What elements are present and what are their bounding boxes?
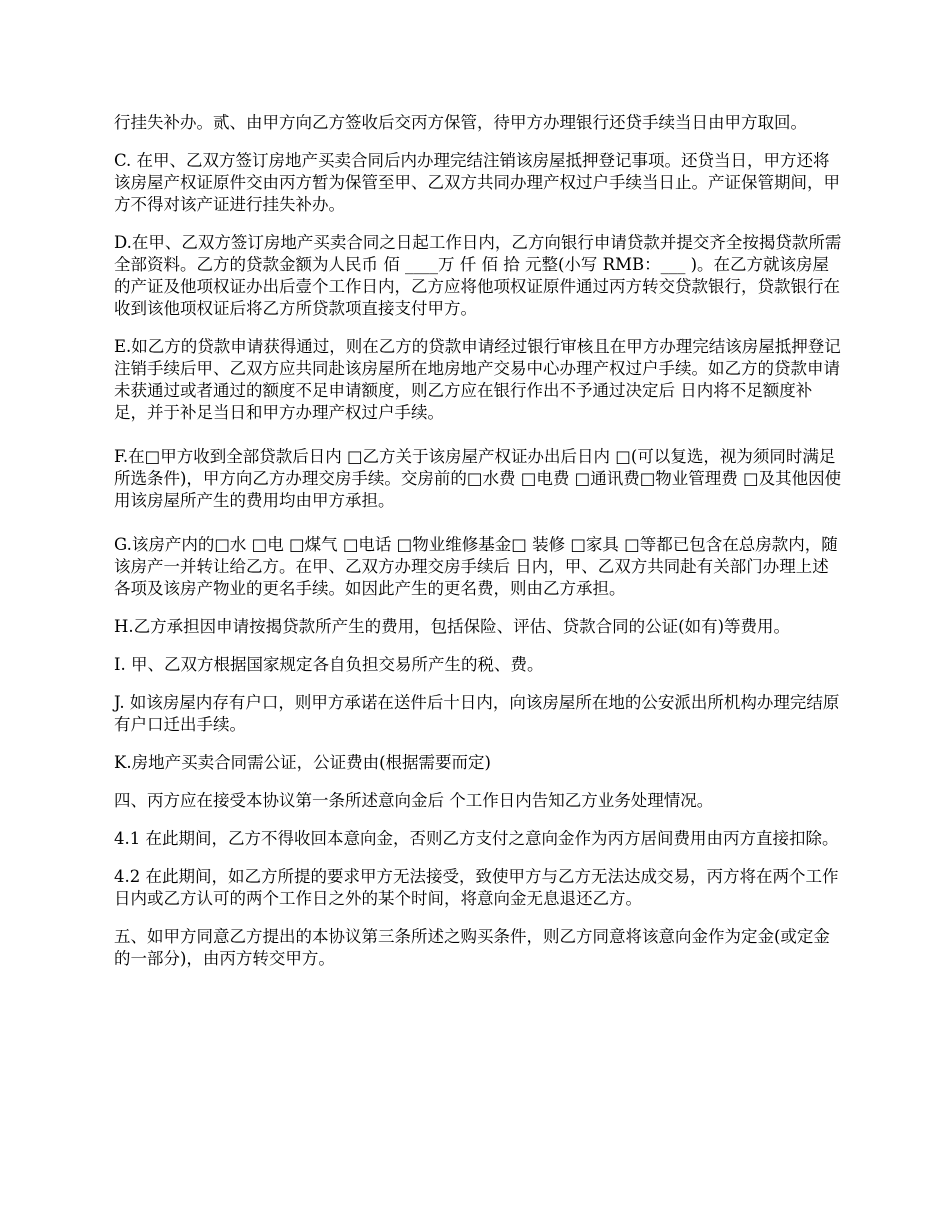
clause-h: H.乙方承担因申请按揭贷款所产生的费用，包括保险、评估、贷款合同的公证(如有)等费用。 [114, 617, 791, 636]
clause-e: E.如乙方的贷款申请获得通过，则在乙方的贷款申请经过银行审核且在甲方办理完结该房屋抵押登记注销手续后甲、乙双方应共同赴该房屋所在地房地产交易中心办理产权过户手续。如乙方的贷款申请未获通过或者通过的额度不足申请额度，则乙方应在银行作出不予通过决定后 日内将不足额度补足，并于补足当日和甲方办理产权过户手续。 [114, 337, 841, 422]
clause-i: I. 甲、乙双方根据国家规定各自负担交易所产生的税、费。 [114, 655, 544, 674]
clause-k: K.房地产买卖合同需公证，公证费由(根据需要而定) [114, 753, 491, 772]
paragraph-continuation: 行挂失补办。贰、由甲方向乙方签收后交丙方保管，待甲方办理银行还贷手续当日由甲方取回。 [114, 113, 807, 132]
clause-4-2: 4.2 在此期间，如乙方所提的要求甲方无法接受，致使甲方与乙方无法达成交易，丙方将在两个工作日内或乙方认可的两个工作日之外的某个时间，将意向金无息退还乙方。 [114, 867, 839, 908]
clause-g: G.该房产内的□水 □电 □煤气 □电话 □物业维修基金□ 装修 □家具 □等都已包含在总房款内，随该房产一并转让给乙方。在甲、乙双方办理交房手续后 日内，甲、乙双方共同赴有关部门办理上述各项及该房产物业的更名手续。如因此产生的更名费，则由乙方承担。 [114, 535, 838, 598]
clause-4-1: 4.1 在此期间，乙方不得收回本意向金，否则乙方支付之意向金作为丙方居间费用由丙方直接扣除。 [114, 829, 839, 848]
clause-f: F.在□甲方收到全部贷款后日内 □乙方关于该房屋产权证办出后日内 □(可以复选，视为须同时满足所选条件)，甲方向乙方办理交房手续。交房前的□水费 □电费 □通讯费□物业管理费 □及其他因使用该房屋所产生的费用均由甲方承担。 [114, 447, 842, 510]
clause-d: D.在甲、乙双方签订房地产买卖合同之日起工作日内，乙方向银行申请贷款并提交齐全按揭贷款所需全部资料。乙方的贷款金额为人民币 佰 ____万 仟 佰 拾 元整(小写 RMB：___ )。在乙方就该房屋的产证及他项权证办出后壹个工作日内，乙方应将他项权证原件通过丙方转交贷款银行，贷款银行在收到该他项权证后将乙方所贷款项直接支付甲方。 [114, 233, 842, 318]
section-five: 五、如甲方同意乙方提出的本协议第三条所述之购买条件，则乙方同意将该意向金作为定金(或定金的一部分)，由丙方转交甲方。 [114, 927, 830, 968]
document-page [114, 112, 844, 986]
clause-j: J. 如该房屋内存有户口，则甲方承诺在送件后十日内，向该房屋所在地的公安派出所机构办理完结原有户口迁出手续。 [114, 693, 840, 734]
section-four: 四、丙方应在接受本协议第一条所述意向金后 个工作日内告知乙方业务处理情况。 [114, 791, 714, 810]
clause-c: C. 在甲、乙双方签订房地产买卖合同后内办理完结注销该房屋抵押登记事项。还贷当日，甲方还将该房屋产权证原件交由丙方暂为保管至甲、乙双方共同办理产权过户手续当日止。产证保管期间，甲方不得对该产证进行挂失补办。 [114, 151, 840, 214]
